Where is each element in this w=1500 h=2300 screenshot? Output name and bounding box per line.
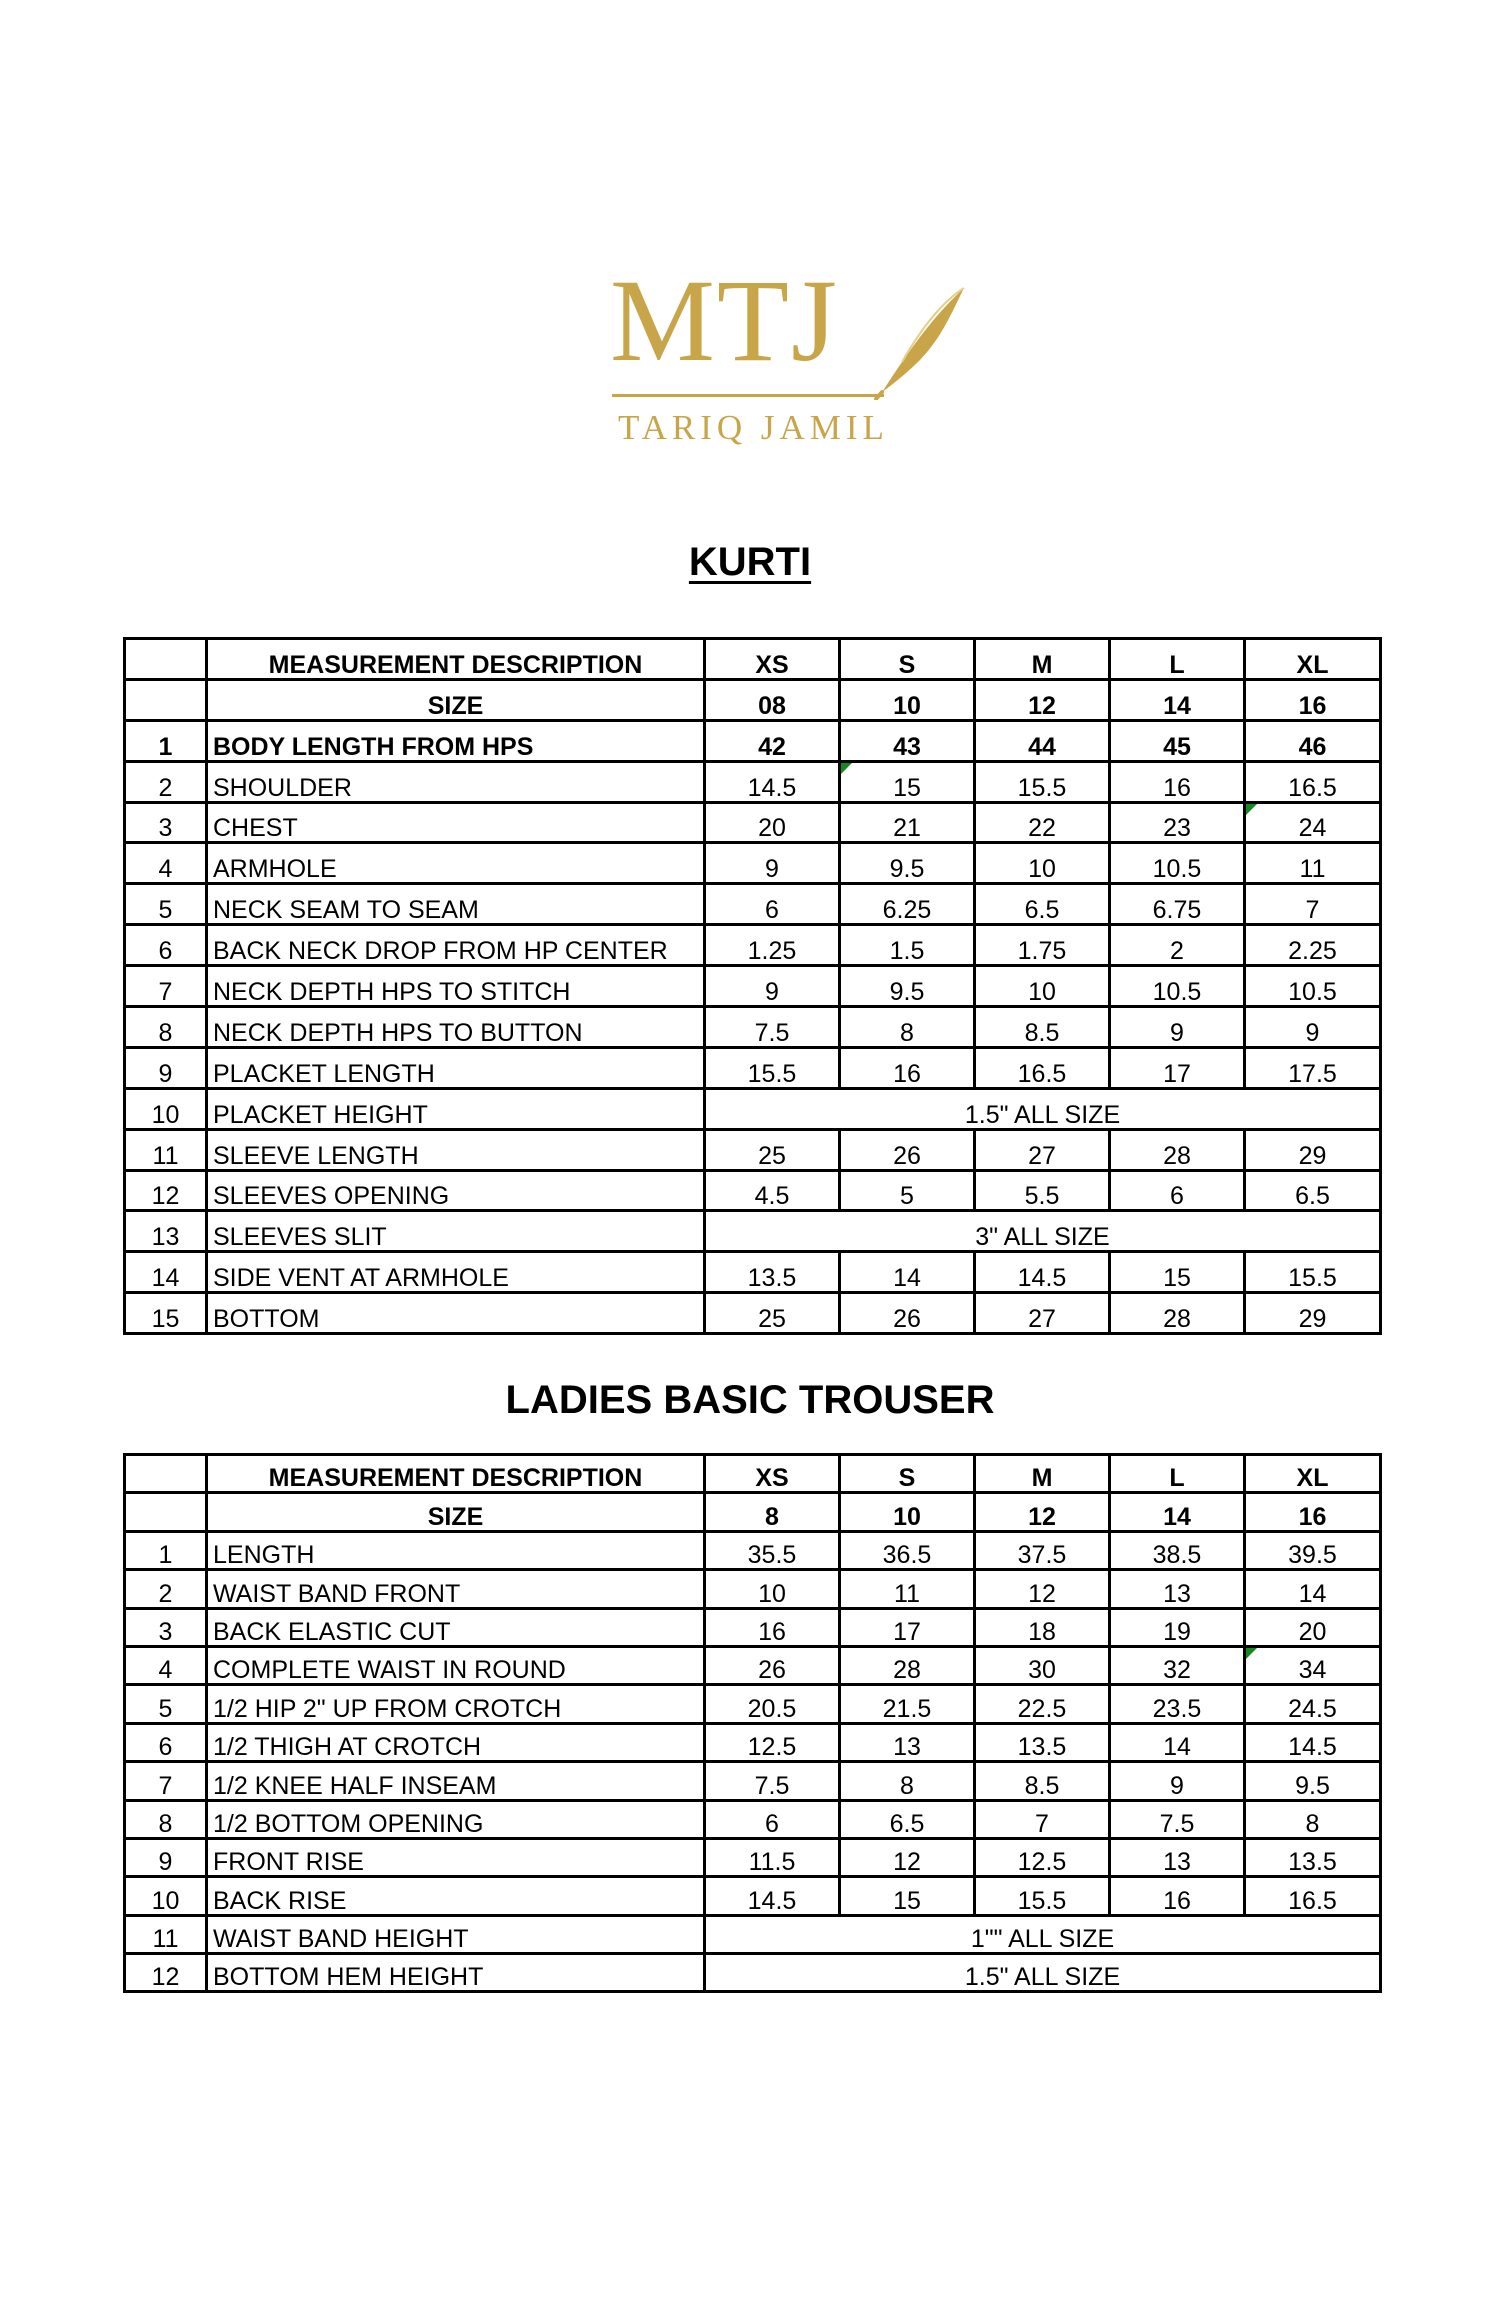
measurement-description-cell: BODY LENGTH FROM HPS <box>207 720 705 761</box>
measurement-description-cell: PLACKET LENGTH <box>207 1047 705 1088</box>
measurement-value-cell: 11 <box>840 1570 975 1608</box>
size-value-cell: 08 <box>705 679 840 720</box>
table-row <box>125 1838 1381 1876</box>
measurement-value-cell: 8.5 <box>975 1762 1110 1800</box>
kurti-title <box>0 540 1500 585</box>
measurement-value-cell: 16 <box>1110 1877 1245 1915</box>
measurement-value-cell: 12.5 <box>975 1838 1110 1876</box>
measurement-description-cell: SHOULDER <box>207 761 705 802</box>
measurement-value-cell: 7.5 <box>705 1762 840 1800</box>
table-row <box>125 884 1381 925</box>
column-header-size: XL <box>1245 639 1381 680</box>
measurement-value-cell: 9 <box>1110 1007 1245 1048</box>
measurement-value-cell: 8.5 <box>975 1007 1110 1048</box>
measurement-description-cell: WAIST BAND FRONT <box>207 1570 705 1608</box>
table-row <box>125 1800 1381 1838</box>
measurement-value-cell: 15 <box>840 761 975 802</box>
size-label-cell: SIZE <box>207 1493 705 1531</box>
table-row <box>125 925 1381 966</box>
size-value-cell: 12 <box>975 1493 1110 1531</box>
column-header-size: M <box>975 639 1110 680</box>
measurement-value-cell: 13 <box>1110 1838 1245 1876</box>
measurement-value-cell: 6.75 <box>1110 884 1245 925</box>
measurement-value-cell: 46 <box>1245 720 1381 761</box>
measurement-value-cell: 9 <box>1110 1762 1245 1800</box>
row-number-cell: 8 <box>125 1007 207 1048</box>
table-row <box>125 1608 1381 1646</box>
measurement-value-cell: 9.5 <box>840 843 975 884</box>
measurement-value-cell: 17 <box>1110 1047 1245 1088</box>
measurement-description-cell: SLEEVE LENGTH <box>207 1129 705 1170</box>
measurement-value-cell: 34 <box>1245 1646 1381 1684</box>
size-value-cell: 16 <box>1245 1493 1381 1531</box>
measurement-value-cell: 28 <box>840 1646 975 1684</box>
measurement-value-cell: 21.5 <box>840 1685 975 1723</box>
logo-monogram: MTJ <box>610 255 839 386</box>
measurement-value-cell: 23.5 <box>1110 1685 1245 1723</box>
measurement-value-cell: 12 <box>975 1570 1110 1608</box>
brand-logo <box>610 255 970 452</box>
measurement-value-cell: 16 <box>1110 761 1245 802</box>
measurement-description-cell: ARMHOLE <box>207 843 705 884</box>
measurement-value-cell: 6.5 <box>975 884 1110 925</box>
table-row <box>125 1531 1381 1569</box>
all-size-cell: 1.5" ALL SIZE <box>705 1088 1381 1129</box>
measurement-value-cell: 5.5 <box>975 1170 1110 1211</box>
measurement-value-cell: 13.5 <box>1245 1838 1381 1876</box>
measurement-description-cell: SIDE VENT AT ARMHOLE <box>207 1252 705 1293</box>
table-row <box>125 1129 1381 1170</box>
measurement-value-cell: 7 <box>1245 884 1381 925</box>
measurement-value-cell: 16.5 <box>1245 1877 1381 1915</box>
measurement-description-cell: NECK DEPTH HPS TO STITCH <box>207 966 705 1007</box>
measurement-value-cell: 12 <box>840 1838 975 1876</box>
header-row <box>125 639 1381 680</box>
table-row <box>125 1293 1381 1334</box>
measurement-value-cell: 22 <box>975 802 1110 843</box>
measurement-value-cell: 15.5 <box>1245 1252 1381 1293</box>
row-number-cell: 13 <box>125 1211 207 1252</box>
measurement-value-cell: 23 <box>1110 802 1245 843</box>
measurement-value-cell: 20.5 <box>705 1685 840 1723</box>
row-number-cell: 12 <box>125 1170 207 1211</box>
measurement-value-cell: 7 <box>975 1800 1110 1838</box>
row-number-cell: 4 <box>125 843 207 884</box>
measurement-value-cell: 22.5 <box>975 1685 1110 1723</box>
measurement-description-cell: BOTTOM <box>207 1293 705 1334</box>
row-number-cell: 2 <box>125 1570 207 1608</box>
measurement-value-cell: 15.5 <box>705 1047 840 1088</box>
row-number-cell: 4 <box>125 1646 207 1684</box>
table-row <box>125 1088 1381 1129</box>
header-row <box>125 1455 1381 1493</box>
table-row <box>125 1954 1381 1992</box>
measurement-value-cell: 10 <box>975 966 1110 1007</box>
measurement-value-cell: 6 <box>1110 1170 1245 1211</box>
size-value-cell: 16 <box>1245 679 1381 720</box>
row-number-cell: 15 <box>125 1293 207 1334</box>
size-value-cell: 8 <box>705 1493 840 1531</box>
column-header-description: MEASUREMENT DESCRIPTION <box>207 639 705 680</box>
row-number-cell: 6 <box>125 925 207 966</box>
table-row <box>125 1646 1381 1684</box>
measurement-value-cell: 20 <box>1245 1608 1381 1646</box>
table-row <box>125 761 1381 802</box>
measurement-value-cell: 17 <box>840 1608 975 1646</box>
measurement-value-cell: 2 <box>1110 925 1245 966</box>
measurement-value-cell: 1.75 <box>975 925 1110 966</box>
measurement-value-cell: 37.5 <box>975 1531 1110 1569</box>
size-value-cell: 10 <box>840 1493 975 1531</box>
row-number-cell: 14 <box>125 1252 207 1293</box>
measurement-description-cell: 1/2 HIP 2" UP FROM CROTCH <box>207 1685 705 1723</box>
measurement-description-cell: SLEEVES OPENING <box>207 1170 705 1211</box>
measurement-description-cell: WAIST BAND HEIGHT <box>207 1915 705 1953</box>
measurement-value-cell: 8 <box>1245 1800 1381 1838</box>
measurement-value-cell: 30 <box>975 1646 1110 1684</box>
measurement-value-cell: 39.5 <box>1245 1531 1381 1569</box>
column-header-size: S <box>840 1455 975 1493</box>
row-number-cell <box>125 639 207 680</box>
trouser-size-table <box>123 1453 1382 1993</box>
measurement-description-cell: 1/2 THIGH AT CROTCH <box>207 1723 705 1761</box>
measurement-value-cell: 9 <box>1245 1007 1381 1048</box>
measurement-value-cell: 5 <box>840 1170 975 1211</box>
measurement-value-cell: 12.5 <box>705 1723 840 1761</box>
measurement-description-cell: FRONT RISE <box>207 1838 705 1876</box>
row-number-cell <box>125 1455 207 1493</box>
table-row <box>125 843 1381 884</box>
measurement-value-cell: 16 <box>840 1047 975 1088</box>
measurement-value-cell: 8 <box>840 1762 975 1800</box>
measurement-value-cell: 1.5 <box>840 925 975 966</box>
measurement-value-cell: 21 <box>840 802 975 843</box>
measurement-value-cell: 27 <box>975 1129 1110 1170</box>
measurement-value-cell: 4.5 <box>705 1170 840 1211</box>
row-number-cell: 2 <box>125 761 207 802</box>
measurement-value-cell: 15.5 <box>975 761 1110 802</box>
table-row <box>125 1685 1381 1723</box>
table-row <box>125 1047 1381 1088</box>
row-number-cell <box>125 1493 207 1531</box>
measurement-value-cell: 26 <box>840 1293 975 1334</box>
measurement-value-cell: 14.5 <box>705 1877 840 1915</box>
all-size-cell: 3" ALL SIZE <box>705 1211 1381 1252</box>
measurement-description-cell: BACK RISE <box>207 1877 705 1915</box>
measurement-value-cell: 10.5 <box>1110 966 1245 1007</box>
measurement-value-cell: 10 <box>705 1570 840 1608</box>
size-row <box>125 1493 1381 1531</box>
measurement-value-cell: 13.5 <box>975 1723 1110 1761</box>
measurement-description-cell: NECK DEPTH HPS TO BUTTON <box>207 1007 705 1048</box>
logo-wordmark: TARIQ JAMIL <box>618 408 889 447</box>
measurement-value-cell: 11 <box>1245 843 1381 884</box>
row-number-cell: 5 <box>125 884 207 925</box>
measurement-value-cell: 6 <box>705 1800 840 1838</box>
row-number-cell: 1 <box>125 1531 207 1569</box>
measurement-value-cell: 27 <box>975 1293 1110 1334</box>
column-header-size: M <box>975 1455 1110 1493</box>
column-header-size: XS <box>705 639 840 680</box>
measurement-value-cell: 45 <box>1110 720 1245 761</box>
measurement-value-cell: 13 <box>1110 1570 1245 1608</box>
measurement-value-cell: 16.5 <box>1245 761 1381 802</box>
measurement-value-cell: 44 <box>975 720 1110 761</box>
measurement-value-cell: 32 <box>1110 1646 1245 1684</box>
row-number-cell: 12 <box>125 1954 207 1992</box>
measurement-value-cell: 14.5 <box>975 1252 1110 1293</box>
measurement-description-cell: BOTTOM HEM HEIGHT <box>207 1954 705 1992</box>
column-header-description: MEASUREMENT DESCRIPTION <box>207 1455 705 1493</box>
measurement-value-cell: 13 <box>840 1723 975 1761</box>
measurement-value-cell: 6 <box>705 884 840 925</box>
size-value-cell: 14 <box>1110 679 1245 720</box>
measurement-value-cell: 9 <box>705 843 840 884</box>
row-number-cell: 7 <box>125 966 207 1007</box>
measurement-value-cell: 1.25 <box>705 925 840 966</box>
measurement-value-cell: 29 <box>1245 1129 1381 1170</box>
measurement-value-cell: 19 <box>1110 1608 1245 1646</box>
measurement-value-cell: 6.5 <box>1245 1170 1381 1211</box>
measurement-value-cell: 43 <box>840 720 975 761</box>
table-row <box>125 720 1381 761</box>
size-row <box>125 679 1381 720</box>
measurement-description-cell: 1/2 BOTTOM OPENING <box>207 1800 705 1838</box>
row-number-cell: 10 <box>125 1877 207 1915</box>
measurement-value-cell: 24.5 <box>1245 1685 1381 1723</box>
size-value-cell: 14 <box>1110 1493 1245 1531</box>
table-row <box>125 1170 1381 1211</box>
row-number-cell: 9 <box>125 1047 207 1088</box>
table-row <box>125 966 1381 1007</box>
measurement-value-cell: 35.5 <box>705 1531 840 1569</box>
table-row <box>125 1211 1381 1252</box>
table-row <box>125 1877 1381 1915</box>
all-size-cell: 1.5" ALL SIZE <box>705 1954 1381 1992</box>
measurement-value-cell: 6.5 <box>840 1800 975 1838</box>
measurement-value-cell: 13.5 <box>705 1252 840 1293</box>
measurement-description-cell: BACK ELASTIC CUT <box>207 1608 705 1646</box>
measurement-description-cell: BACK NECK DROP FROM HP CENTER <box>207 925 705 966</box>
measurement-value-cell: 15.5 <box>975 1877 1110 1915</box>
column-header-size: L <box>1110 639 1245 680</box>
measurement-value-cell: 16.5 <box>975 1047 1110 1088</box>
table-row <box>125 1915 1381 1953</box>
measurement-value-cell: 16 <box>705 1608 840 1646</box>
measurement-value-cell: 14 <box>840 1252 975 1293</box>
measurement-value-cell: 14 <box>1110 1723 1245 1761</box>
table-row <box>125 1007 1381 1048</box>
measurement-description-cell: NECK SEAM TO SEAM <box>207 884 705 925</box>
measurement-value-cell: 17.5 <box>1245 1047 1381 1088</box>
row-number-cell: 11 <box>125 1129 207 1170</box>
measurement-description-cell: COMPLETE WAIST IN ROUND <box>207 1646 705 1684</box>
measurement-value-cell: 42 <box>705 720 840 761</box>
feather-quill-icon <box>872 282 972 400</box>
measurement-value-cell: 26 <box>705 1646 840 1684</box>
size-value-cell: 10 <box>840 679 975 720</box>
measurement-description-cell: PLACKET HEIGHT <box>207 1088 705 1129</box>
column-header-size: XS <box>705 1455 840 1493</box>
size-label-cell: SIZE <box>207 679 705 720</box>
measurement-value-cell: 14.5 <box>1245 1723 1381 1761</box>
table-row <box>125 1570 1381 1608</box>
measurement-value-cell: 20 <box>705 802 840 843</box>
measurement-description-cell: 1/2 KNEE HALF INSEAM <box>207 1762 705 1800</box>
measurement-value-cell: 6.25 <box>840 884 975 925</box>
logo-divider <box>612 394 884 397</box>
row-number-cell: 11 <box>125 1915 207 1953</box>
measurement-value-cell: 28 <box>1110 1293 1245 1334</box>
row-number-cell <box>125 679 207 720</box>
measurement-value-cell: 26 <box>840 1129 975 1170</box>
table-row <box>125 1252 1381 1293</box>
row-number-cell: 1 <box>125 720 207 761</box>
table-row <box>125 1723 1381 1761</box>
row-number-cell: 3 <box>125 802 207 843</box>
measurement-value-cell: 9 <box>705 966 840 1007</box>
measurement-value-cell: 14.5 <box>705 761 840 802</box>
row-number-cell: 5 <box>125 1685 207 1723</box>
measurement-value-cell: 9.5 <box>1245 1762 1381 1800</box>
measurement-value-cell: 7.5 <box>1110 1800 1245 1838</box>
measurement-value-cell: 14 <box>1245 1570 1381 1608</box>
measurement-value-cell: 15 <box>1110 1252 1245 1293</box>
column-header-size: S <box>840 639 975 680</box>
row-number-cell: 7 <box>125 1762 207 1800</box>
size-value-cell: 12 <box>975 679 1110 720</box>
measurement-value-cell: 7.5 <box>705 1007 840 1048</box>
row-number-cell: 9 <box>125 1838 207 1876</box>
measurement-value-cell: 8 <box>840 1007 975 1048</box>
measurement-value-cell: 2.25 <box>1245 925 1381 966</box>
measurement-description-cell: LENGTH <box>207 1531 705 1569</box>
measurement-value-cell: 29 <box>1245 1293 1381 1334</box>
column-header-size: XL <box>1245 1455 1381 1493</box>
row-number-cell: 10 <box>125 1088 207 1129</box>
table-row <box>125 1762 1381 1800</box>
measurement-value-cell: 10.5 <box>1110 843 1245 884</box>
measurement-description-cell: SLEEVES SLIT <box>207 1211 705 1252</box>
measurement-value-cell: 25 <box>705 1293 840 1334</box>
kurti-title-text: KURTI <box>688 540 812 584</box>
measurement-value-cell: 25 <box>705 1129 840 1170</box>
row-number-cell: 3 <box>125 1608 207 1646</box>
row-number-cell: 8 <box>125 1800 207 1838</box>
measurement-value-cell: 15 <box>840 1877 975 1915</box>
measurement-value-cell: 10 <box>975 843 1110 884</box>
measurement-value-cell: 18 <box>975 1608 1110 1646</box>
table-row <box>125 802 1381 843</box>
trouser-title: LADIES BASIC TROUSER <box>505 1378 995 1422</box>
row-number-cell: 6 <box>125 1723 207 1761</box>
all-size-cell: 1"" ALL SIZE <box>705 1915 1381 1953</box>
measurement-value-cell: 11.5 <box>705 1838 840 1876</box>
column-header-size: L <box>1110 1455 1245 1493</box>
measurement-description-cell: CHEST <box>207 802 705 843</box>
measurement-value-cell: 28 <box>1110 1129 1245 1170</box>
measurement-value-cell: 10.5 <box>1245 966 1381 1007</box>
measurement-value-cell: 38.5 <box>1110 1531 1245 1569</box>
measurement-value-cell: 9.5 <box>840 966 975 1007</box>
measurement-value-cell: 36.5 <box>840 1531 975 1569</box>
measurement-value-cell: 24 <box>1245 802 1381 843</box>
kurti-size-table <box>123 637 1382 1335</box>
